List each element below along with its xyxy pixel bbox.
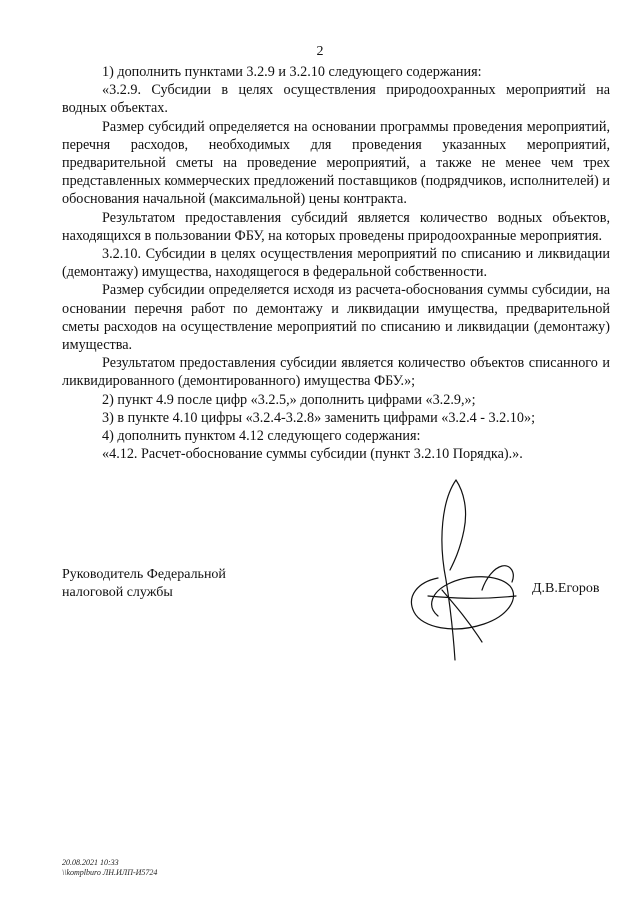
page-number: 2 xyxy=(316,44,324,59)
paragraph-2: «3.2.9. Субсидии в целях осуществления природоохранных мероприятий на водных объектах. xyxy=(62,82,610,117)
paragraph-4: Результатом предоставления субсидий является количество водных объектов, находящихся в пользовании ФБУ, на которых проведены природоохранные мероприятия. xyxy=(62,209,610,244)
paragraph-11: «4.12. Расчет-обоснование суммы субсидии (пункт 3.2.10 Порядка).». xyxy=(102,446,523,463)
paragraph-3: Размер субсидий определяется на основании программы проведения мероприятий, перечня расходов, необходимых для проведения указанных мероприятий, предварительной сметы на проведение мероприятий, а также не менее чем трех представленных коммерческих предложений поставщиков (подрядчиков, исполнителей) и обоснования начальной (максимальной) цены контракта. xyxy=(62,118,610,208)
signer-name: Д.В.Егоров xyxy=(532,581,600,596)
paragraph-10: 4) дополнить пунктом 4.12 следующего содержания: xyxy=(102,428,421,445)
signatory-title-line-2: налоговой службы xyxy=(62,585,173,600)
signatory-title xyxy=(62,566,226,602)
handwritten-signature xyxy=(398,470,538,670)
paragraph-5: 3.2.10. Субсидии в целях осуществления мероприятий по списанию и ликвидации (демонтажу) имущества, находящегося в федеральной собственности. xyxy=(62,246,610,281)
stamp-date: 20.08.2021 10:33 xyxy=(62,858,119,867)
document-body xyxy=(62,63,610,463)
paragraph-7: Результатом предоставления субсидии является количество объектов списанного и ликвидированного (демонтированного) имущества ФБУ.»; xyxy=(62,355,610,390)
paragraph-9: 3) в пункте 4.10 цифры «3.2.4-3.2.8» заменить цифрами «3.2.4 - 3.2.10»; xyxy=(102,409,536,426)
paragraph-1: 1) дополнить пунктами 3.2.9 и 3.2.10 следующего содержания: xyxy=(102,64,482,80)
stamp-reference: \\komplburo ЛН.ИЛП-И5724 xyxy=(62,868,158,877)
paragraph-6: Размер субсидии определяется исходя из расчета-обоснования суммы субсидии, на основании перечня работ по демонтажу и ликвидации имущества, предварительной сметы расходов на осуществление мероприятий по списанию и ликвидации (демонтажу) имущества. xyxy=(62,282,610,354)
document-stamp xyxy=(62,858,157,878)
paragraph-8: 2) пункт 4.9 после цифр «3.2.5,» дополнить цифрами «3.2.9,»; xyxy=(102,391,476,408)
signatory-title-line-1: Руководитель Федеральной xyxy=(62,567,226,582)
